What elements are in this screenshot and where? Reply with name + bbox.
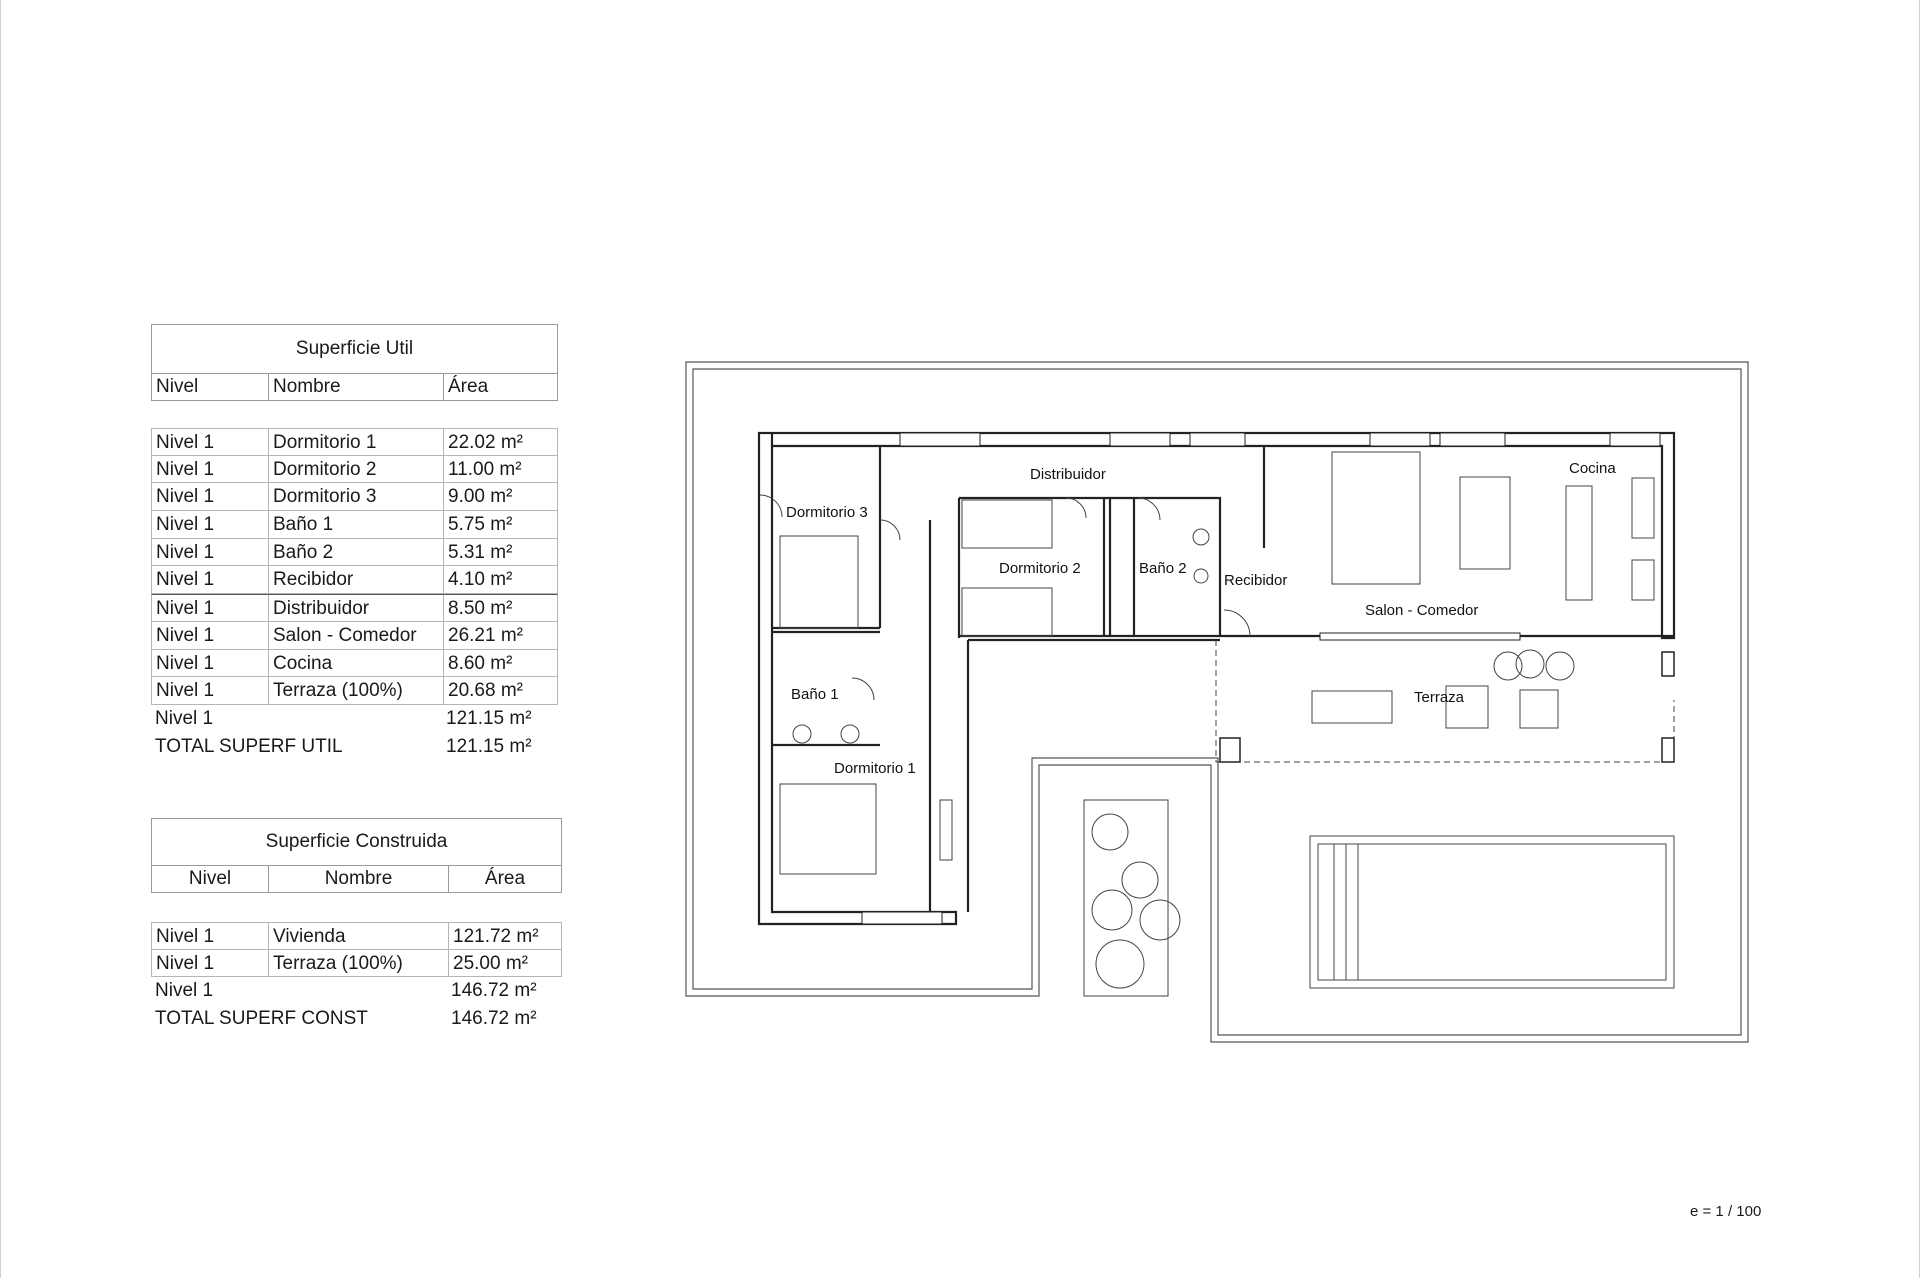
cell-nombre: Baño 2 bbox=[268, 539, 443, 566]
cell-nivel: Nivel 1 bbox=[156, 486, 215, 508]
cell-nombre: Recibidor bbox=[268, 566, 443, 593]
cell-nivel: Nivel 1 bbox=[156, 952, 215, 974]
subtotal-row-area: 121.15 m² bbox=[446, 707, 532, 729]
cell-nivel: Nivel 1 bbox=[156, 926, 215, 947]
cell-nivel: Nivel 1 bbox=[156, 514, 215, 536]
label-bano-1: Baño 1 bbox=[791, 686, 839, 703]
cell-nivel: Nivel 1 bbox=[156, 458, 215, 480]
cell-nombre: Vivienda bbox=[268, 923, 448, 949]
cell-area: 8.50 m² bbox=[443, 595, 557, 621]
windows bbox=[862, 433, 1660, 924]
total-row-label: TOTAL SUPERF CONST bbox=[155, 1008, 368, 1030]
house-walls bbox=[759, 433, 1674, 924]
const-col-nivel: Nivel bbox=[188, 868, 232, 889]
scale-label: e = 1 / 100 bbox=[1690, 1203, 1762, 1220]
util-table-title: Superficie Util bbox=[152, 325, 557, 374]
room-labels bbox=[786, 460, 1616, 777]
subtotal-row-label: Nivel 1 bbox=[155, 707, 214, 729]
cell-area: 22.02 m² bbox=[443, 429, 557, 455]
cell-nivel: Nivel 1 bbox=[156, 541, 215, 563]
label-dormitorio-1: Dormitorio 1 bbox=[834, 760, 916, 777]
util-col-area: Área bbox=[443, 374, 557, 400]
cell-nivel: Nivel 1 bbox=[156, 432, 215, 453]
subtotal-row-label: Nivel 1 bbox=[155, 980, 214, 1002]
cell-nombre: Distribuidor bbox=[268, 595, 443, 621]
cell-area: 9.00 m² bbox=[443, 483, 557, 510]
total-row-area: 121.15 m² bbox=[446, 735, 532, 757]
cell-nivel: Nivel 1 bbox=[156, 624, 215, 646]
const-col-nombre: Nombre bbox=[268, 866, 448, 892]
label-dormitorio-2: Dormitorio 2 bbox=[999, 560, 1081, 577]
cell-area: 26.21 m² bbox=[443, 622, 557, 649]
util-col-nivel: Nivel bbox=[156, 376, 199, 397]
total-row-area: 146.72 m² bbox=[451, 1008, 537, 1030]
cell-area: 5.75 m² bbox=[443, 511, 557, 538]
label-bano-2: Baño 2 bbox=[1139, 560, 1187, 577]
cell-nombre: Baño 1 bbox=[268, 511, 443, 538]
total-row-label: TOTAL SUPERF UTIL bbox=[155, 735, 343, 757]
cell-nombre: Dormitorio 2 bbox=[268, 456, 443, 483]
terrace-columns bbox=[1220, 652, 1674, 762]
subtotal-row-area: 146.72 m² bbox=[451, 980, 537, 1002]
cell-nivel: Nivel 1 bbox=[156, 569, 215, 591]
util-col-nombre: Nombre bbox=[268, 374, 443, 400]
cell-area: 25.00 m² bbox=[448, 950, 561, 977]
cell-nivel: Nivel 1 bbox=[156, 680, 215, 702]
const-table-title: Superficie Construida bbox=[152, 819, 561, 866]
cell-nivel: Nivel 1 bbox=[156, 598, 215, 620]
label-dormitorio-3: Dormitorio 3 bbox=[786, 504, 868, 521]
cell-area: 8.60 m² bbox=[443, 650, 557, 677]
cell-area: 121.72 m² bbox=[448, 923, 561, 949]
cell-area: 5.31 m² bbox=[443, 539, 557, 566]
const-col-area: Área bbox=[448, 866, 561, 892]
cell-nivel: Nivel 1 bbox=[156, 652, 215, 674]
cell-nombre: Terraza (100%) bbox=[268, 677, 443, 704]
cell-nombre: Salon - Comedor bbox=[268, 622, 443, 649]
label-terraza: Terraza bbox=[1414, 689, 1465, 706]
label-recibidor: Recibidor bbox=[1224, 572, 1288, 589]
cell-nombre: Dormitorio 1 bbox=[268, 429, 443, 455]
cell-nombre: Dormitorio 3 bbox=[268, 483, 443, 510]
cell-nombre: Terraza (100%) bbox=[268, 950, 448, 977]
cell-nombre: Cocina bbox=[268, 650, 443, 677]
cell-area: 11.00 m² bbox=[443, 456, 557, 483]
cell-area: 20.68 m² bbox=[443, 677, 557, 704]
label-cocina: Cocina bbox=[1569, 460, 1616, 477]
cell-area: 4.10 m² bbox=[443, 566, 557, 593]
label-distribuidor: Distribuidor bbox=[1030, 466, 1106, 483]
label-salon-comedor: Salon - Comedor bbox=[1365, 602, 1479, 619]
